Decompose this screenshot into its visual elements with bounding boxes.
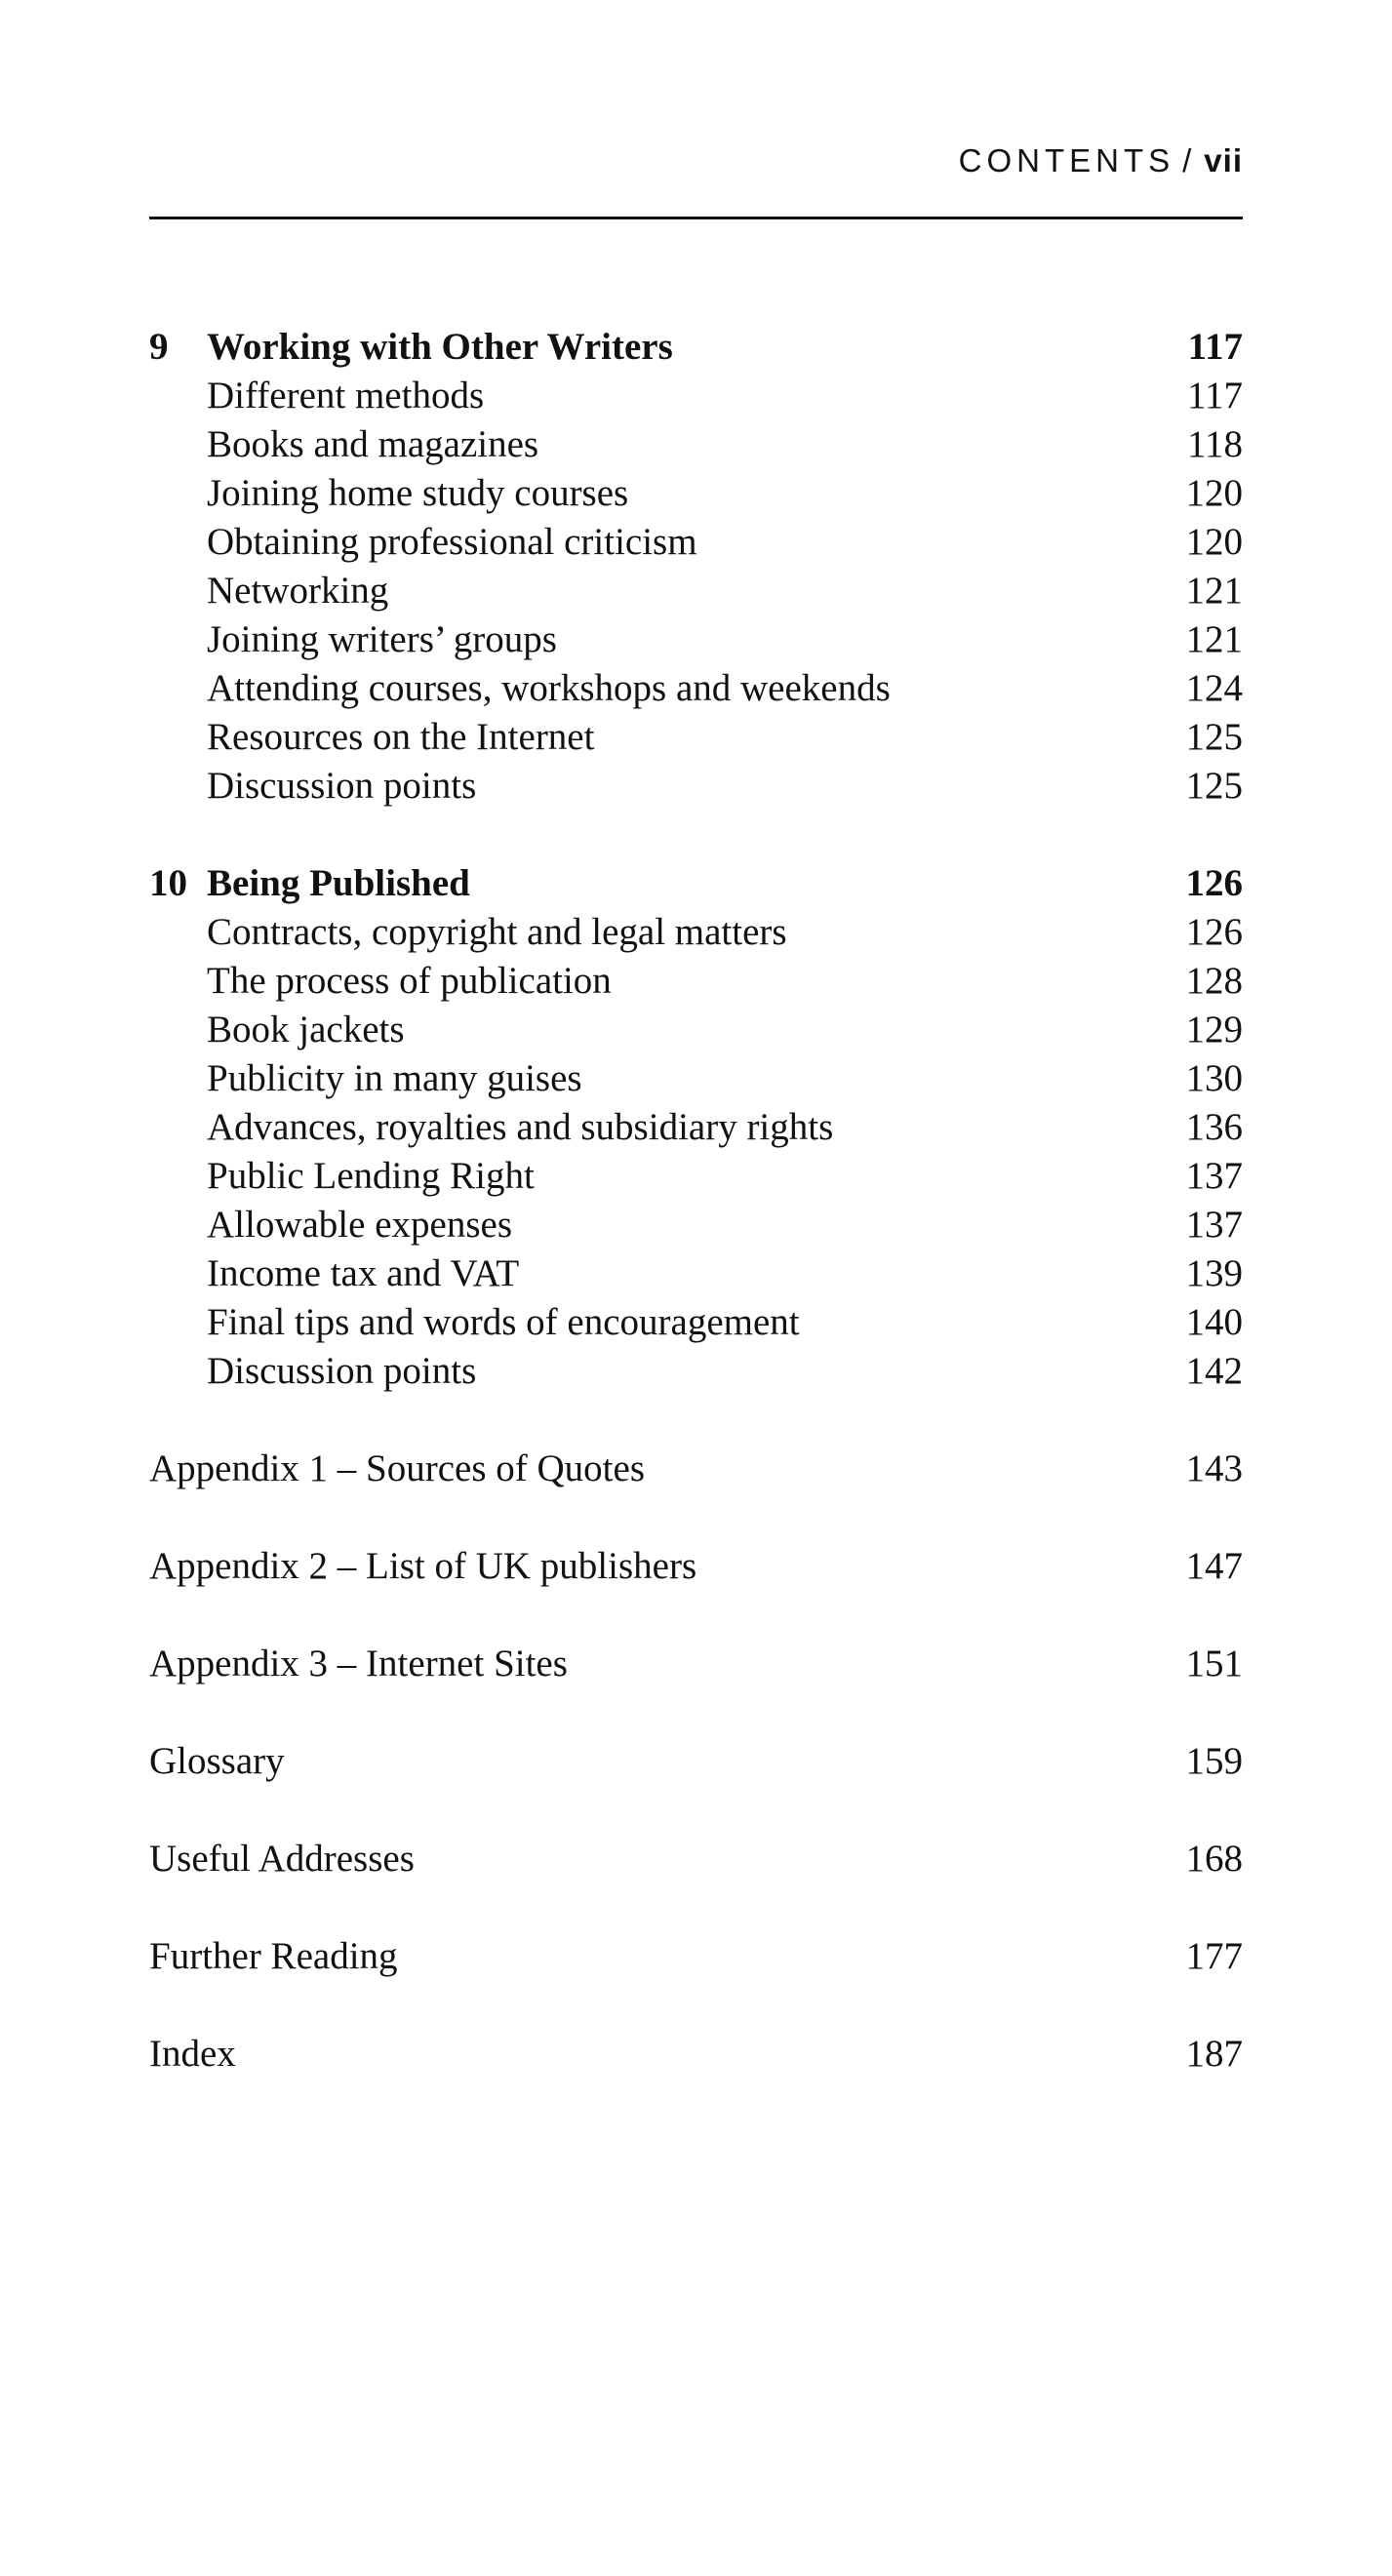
back-matter-title: Appendix 3 – Internet Sites: [149, 1643, 568, 1684]
section-entry[interactable]: [149, 518, 1243, 567]
section-title: Obtaining professional criticism: [207, 521, 697, 563]
chapter-number: 9: [149, 326, 169, 368]
back-matter-entry[interactable]: [149, 1932, 1243, 1981]
section-entry[interactable]: [149, 469, 1243, 518]
back-matter-page: 151: [1185, 1643, 1243, 1684]
section-page: 128: [1185, 960, 1243, 1002]
section-entry[interactable]: [149, 1103, 1243, 1152]
back-matter-page: 147: [1185, 1545, 1243, 1587]
back-matter-title: Appendix 1 – Sources of Quotes: [149, 1447, 646, 1489]
section-page: 121: [1185, 618, 1243, 660]
spacer: [149, 1883, 1243, 1932]
section-page: 120: [1185, 472, 1243, 514]
chapter-page: 117: [1187, 326, 1243, 368]
section-title: Books and magazines: [207, 423, 539, 465]
back-matter-page: 143: [1185, 1447, 1243, 1489]
section-page: 140: [1185, 1301, 1243, 1343]
back-matter-entry[interactable]: [149, 1445, 1243, 1493]
back-matter-entry[interactable]: [149, 1737, 1243, 1786]
section-entry[interactable]: [149, 1298, 1243, 1347]
section-page: 137: [1185, 1204, 1243, 1246]
section-entry[interactable]: [149, 1201, 1243, 1249]
section-page: 118: [1186, 423, 1243, 465]
section-page: 124: [1185, 667, 1243, 709]
section-page: 137: [1185, 1155, 1243, 1197]
section-title: Joining writers’ groups: [207, 618, 557, 660]
back-matter-entry[interactable]: [149, 2030, 1243, 2079]
section-entry[interactable]: [149, 1006, 1243, 1054]
section-entry[interactable]: [149, 567, 1243, 615]
running-head-title: CONTENTS: [958, 142, 1175, 178]
back-matter-title: Appendix 2 – List of UK publishers: [149, 1545, 697, 1587]
section-title: Publicity in many guises: [207, 1057, 582, 1099]
section-entry[interactable]: [149, 1347, 1243, 1396]
section-title: Discussion points: [207, 1350, 477, 1392]
section-title: Public Lending Right: [207, 1155, 535, 1197]
page-number: vii: [1204, 142, 1243, 178]
section-entry[interactable]: [149, 664, 1243, 713]
section-page: 120: [1185, 521, 1243, 563]
section-title: Attending courses, workshops and weekends: [207, 667, 891, 709]
back-matter-entry[interactable]: [149, 1835, 1243, 1883]
section-entry[interactable]: [149, 762, 1243, 811]
spacer: [149, 1396, 1243, 1445]
back-matter-title: Useful Addresses: [149, 1838, 415, 1880]
section-title: Resources on the Internet: [207, 716, 595, 758]
chapter-title: Being Published: [207, 862, 470, 904]
running-head: [149, 139, 1243, 182]
section-title: Advances, royalties and subsidiary rights: [207, 1106, 834, 1148]
spacer: [149, 811, 1243, 859]
section-title: Discussion points: [207, 765, 477, 807]
spacer: [149, 1591, 1243, 1640]
section-entry[interactable]: [149, 1152, 1243, 1201]
section-entry[interactable]: [149, 1054, 1243, 1103]
section-title: Different methods: [207, 375, 485, 416]
chapter-page: 126: [1185, 862, 1243, 904]
section-entry[interactable]: [149, 615, 1243, 664]
section-title: Contracts, copyright and legal matters: [207, 911, 787, 953]
back-matter-title: Glossary: [149, 1740, 285, 1782]
section-entry[interactable]: [149, 957, 1243, 1006]
back-matter-page: 177: [1185, 1935, 1243, 1977]
chapter-heading[interactable]: [149, 323, 1243, 372]
section-page: 126: [1185, 911, 1243, 953]
section-title: Allowable expenses: [207, 1204, 512, 1246]
back-matter-entry[interactable]: [149, 1542, 1243, 1591]
spacer: [149, 1493, 1243, 1542]
chapter-heading[interactable]: [149, 859, 1243, 908]
section-entry[interactable]: [149, 1249, 1243, 1298]
chapter-number: 10: [149, 862, 187, 904]
section-title: Networking: [207, 570, 389, 612]
section-entry[interactable]: [149, 713, 1243, 762]
section-entry[interactable]: [149, 372, 1243, 420]
section-page: 129: [1185, 1009, 1243, 1050]
chapter-title: Working with Other Writers: [207, 326, 673, 368]
section-page: 121: [1185, 570, 1243, 612]
section-title: Income tax and VAT: [207, 1252, 520, 1294]
back-matter-title: Index: [149, 2033, 236, 2075]
section-title: Book jackets: [207, 1009, 405, 1050]
section-entry[interactable]: [149, 420, 1243, 469]
back-matter-title: Further Reading: [149, 1935, 398, 1977]
header-rule: [149, 217, 1243, 219]
section-page: 142: [1185, 1350, 1243, 1392]
back-matter-page: 159: [1185, 1740, 1243, 1782]
running-head-separator: /: [1182, 142, 1197, 178]
section-page: 139: [1185, 1252, 1243, 1294]
table-of-contents: [149, 323, 1243, 2079]
section-title: Joining home study courses: [207, 472, 629, 514]
spacer: [149, 1688, 1243, 1737]
section-page: 117: [1186, 375, 1243, 416]
back-matter-entry[interactable]: [149, 1640, 1243, 1688]
spacer: [149, 1981, 1243, 2030]
back-matter-page: 187: [1185, 2033, 1243, 2075]
section-page: 136: [1185, 1106, 1243, 1148]
section-page: 125: [1185, 765, 1243, 807]
back-matter-page: 168: [1185, 1838, 1243, 1880]
section-page: 130: [1185, 1057, 1243, 1099]
section-title: The process of publication: [207, 960, 612, 1002]
section-title: Final tips and words of encouragement: [207, 1301, 800, 1343]
spacer: [149, 1786, 1243, 1835]
section-page: 125: [1185, 716, 1243, 758]
section-entry[interactable]: [149, 908, 1243, 957]
